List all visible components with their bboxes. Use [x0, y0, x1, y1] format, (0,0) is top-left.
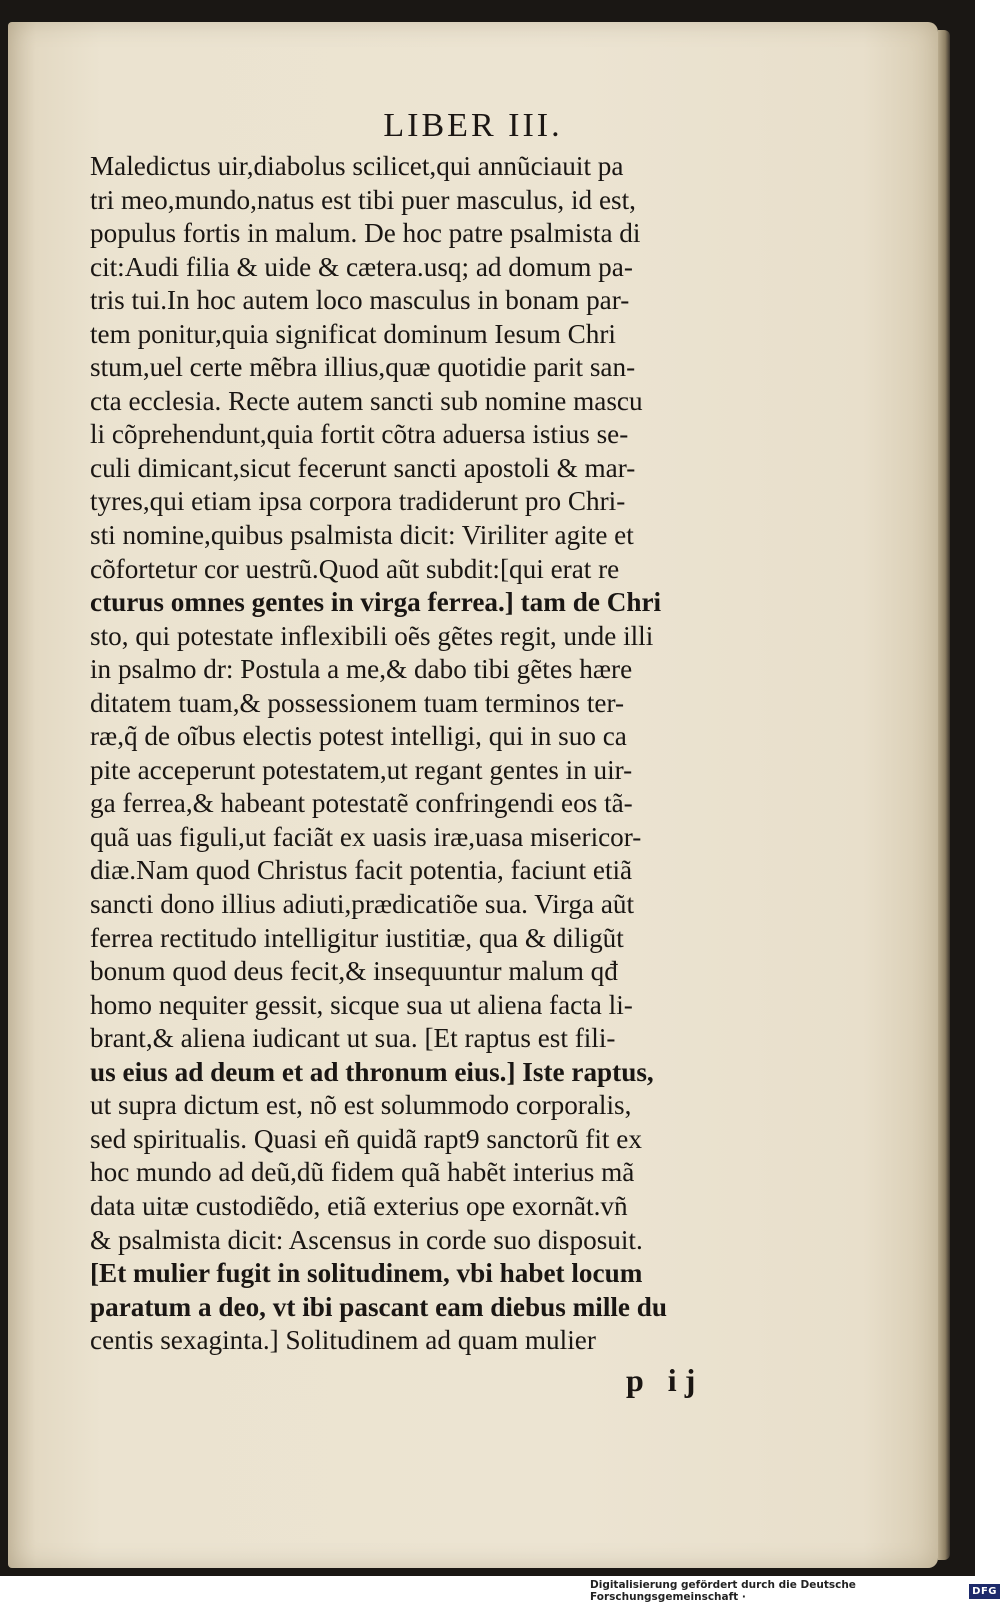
- text-line: populus fortis in malum. De hoc patre psalmista di: [90, 218, 641, 249]
- text-line: pite acceperunt potestatem,ut regant gentes in uir-: [90, 754, 633, 785]
- text-line: ferrea rectitudo intelligitur iustitiæ, qua & diligũt: [90, 922, 624, 953]
- text-line: hoc mundo ad deũ,dũ fidem quã habẽt interius mã: [90, 1157, 635, 1188]
- text-line: ga ferrea,& habeant potestatẽ confringendi eos tã-: [90, 788, 633, 819]
- text-line: tris tui.In hoc autem loco masculus in bonam par-: [90, 285, 630, 316]
- text-line: brant,& aliena iudicant ut sua. [Et raptus est fili-: [90, 1023, 616, 1054]
- text-line: quã uas figuli,ut faciãt ex uasis iræ,uasa misericor-: [90, 821, 642, 852]
- text-line: & psalmista dicit: Ascensus in corde suo disposuit.: [90, 1224, 643, 1255]
- text-line: cta ecclesia. Recte autem sancti sub nomine mascu: [90, 385, 643, 416]
- digitization-footer: [590, 1580, 1000, 1602]
- text-line: ræ,q̃ de oĩbus electis potest intelligi, qui in suo ca: [90, 721, 627, 752]
- body-text: [90, 150, 790, 1358]
- text-line: cturus omnes gentes in virga ferrea.] tam de Chri: [90, 587, 662, 618]
- text-line: diæ.Nam quod Christus facit potentia, faciunt etiã: [90, 855, 633, 886]
- text-line: tem ponitur,quia significat dominum Iesum Chri: [90, 318, 616, 349]
- text-line: culi dimicant,sicut fecerunt sancti apostoli & mar-: [90, 452, 636, 483]
- text-line: bonum quod deus fecit,& insequuntur malum qđ: [90, 956, 618, 987]
- text-line: tri meo,mundo,natus est tibi puer masculus, id est,: [90, 184, 636, 215]
- text-line: [Et mulier fugit in solitudinem, vbi habet locum: [90, 1258, 643, 1289]
- page-edge: [938, 30, 950, 1560]
- text-line: in psalmo dr: Postula a me,& dabo tibi gẽtes hære: [90, 654, 633, 685]
- text-line: paratum a deo, vt ibi pascant eam diebus mille du: [90, 1291, 668, 1322]
- text-line: us eius ad deum et ad thronum eius.] Iste raptus,: [90, 1056, 654, 1087]
- text-line: Maledictus uir,diabolus scilicet,qui annũciauit pa: [90, 151, 624, 181]
- text-line: stum,uel certe mẽbra illius,quæ quotidie parit san-: [90, 352, 636, 383]
- text-line: sto, qui potestate inflexibili oẽs gẽtes regit, unde illi: [90, 620, 654, 651]
- text-line: sti nomine,quibus psalmista dicit: Viriliter agite et: [90, 520, 634, 551]
- text-line: ditatem tuam,& possessionem tuam terminos ter-: [90, 687, 625, 718]
- text-line: homo nequiter gessit, sicque sua ut aliena facta li-: [90, 989, 633, 1020]
- text-line: centis sexaginta.] Solitudinem ad quam mulier: [90, 1325, 596, 1356]
- signature-mark: p ij: [626, 1362, 704, 1398]
- text-line: sancti dono illius adiuti,prædicatiõe sua. Virga aũt: [90, 889, 635, 920]
- text-line: cit:Audi filia & uide & cætera.usq; ad domum pa-: [90, 251, 633, 282]
- text-line: cõfortetur cor uestrũ.Quod aũt subdit:[qui erat re: [90, 553, 620, 584]
- running-header: LIBER III.: [383, 107, 563, 144]
- text-line: tyres,qui etiam ipsa corpora tradiderunt pro Chri-: [90, 486, 626, 517]
- book-page: [8, 22, 938, 1568]
- text-line: sed spiritualis. Quasi eñ quidã rapt9 sanctorũ fit ex: [90, 1123, 642, 1154]
- funding-credit: Digitalisierung gefördert durch die Deutsche Forschungsgemeinschaft ·: [590, 1579, 856, 1603]
- text-line: ut supra dictum est, nõ est solummodo corporalis,: [90, 1090, 632, 1121]
- text-line: data uitæ custodiẽdo, etiã exterius ope exornãt.vñ: [90, 1190, 628, 1221]
- text-line: li cõprehendunt,quia fortit cõtra aduersa istius se-: [90, 419, 629, 450]
- dfg-logo: DFG: [969, 1584, 1000, 1599]
